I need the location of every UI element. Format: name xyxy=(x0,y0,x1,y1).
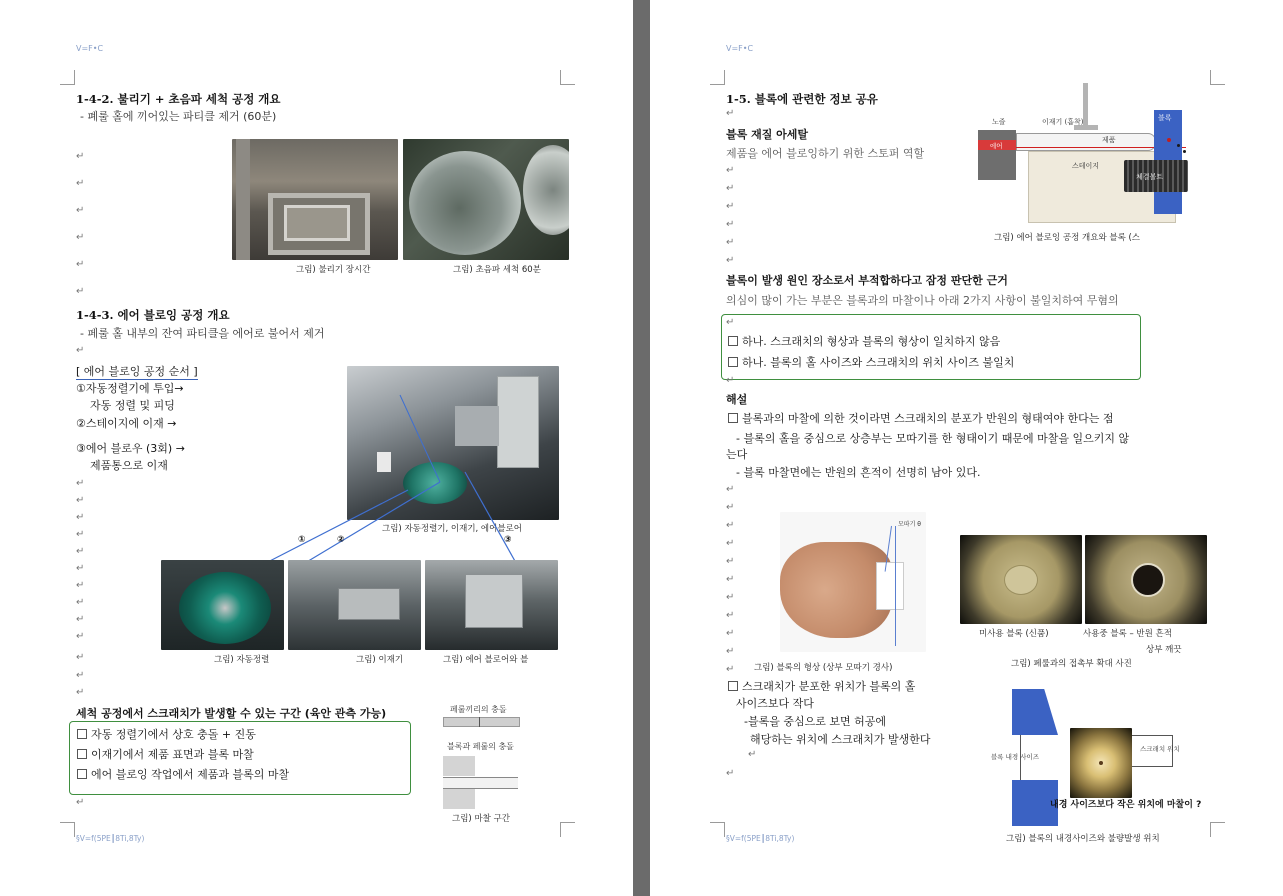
paragraph-mark: ↵ xyxy=(76,529,85,540)
checkbox-square xyxy=(77,749,87,759)
paragraph-mark: ↵ xyxy=(76,345,85,356)
crop-mark xyxy=(710,822,725,837)
photo-transfer-unit xyxy=(288,560,421,650)
hole-shape xyxy=(1131,563,1165,597)
label-stage: 스테이지 xyxy=(1072,162,1100,170)
step-3-sub: 제품통으로 이재 xyxy=(90,459,168,472)
paragraph-mark: ↵ xyxy=(726,556,735,567)
caption-feeder: 그림) 자동정렬 xyxy=(214,655,270,665)
crop-mark xyxy=(1210,822,1225,837)
paragraph-mark: ↵ xyxy=(726,375,735,386)
caption-machine: 그림) 자동정렬기, 이재기, 에어블로어 xyxy=(382,524,522,534)
chamfer-line xyxy=(895,526,896,646)
caption-airblow: 그림) 에어 블로잉 공정 개요와 블록 (스 xyxy=(994,233,1141,243)
paragraph-mark: ↵ xyxy=(76,670,85,681)
label-air: 에어 xyxy=(990,142,1003,150)
block-shape xyxy=(876,562,904,610)
section-desc-143: - 페룰 홀 내부의 잔여 파티클을 에어로 불어서 제거 xyxy=(80,327,325,340)
paragraph-mark: ↵ xyxy=(76,563,85,574)
marker-1: ① xyxy=(298,535,306,545)
caption-soak: 그림) 불리기 장시간 xyxy=(296,265,371,275)
paragraph-mark: ↵ xyxy=(726,768,735,779)
cause-desc: 의심이 많이 가는 부분은 블록과의 마찰이나 아래 2가지 사항이 불일치하여 무혐의 xyxy=(726,294,1119,307)
block-upper-shape xyxy=(443,756,475,776)
photo-air-blower xyxy=(425,560,558,650)
label-product: 제품 xyxy=(1102,136,1116,144)
photo-auto-feeder xyxy=(161,560,284,650)
paragraph-mark: ↵ xyxy=(76,797,85,808)
paragraph-mark: ↵ xyxy=(726,219,735,230)
paragraph-mark: ↵ xyxy=(726,520,735,531)
scratch-item-1: 자동 정렬기에서 상호 충돌 + 진동 xyxy=(91,728,256,741)
paragraph-mark: ↵ xyxy=(76,232,85,243)
paragraph-mark: ↵ xyxy=(76,546,85,557)
paragraph-mark: ↵ xyxy=(76,652,85,663)
paragraph-mark: ↵ xyxy=(726,574,735,585)
section-title-143: 1-4-3. 에어 블로잉 공정 개요 xyxy=(76,308,230,322)
paragraph-mark: ↵ xyxy=(726,484,735,495)
order-title: [ 에어 블로잉 공정 순서 ] xyxy=(76,365,198,378)
section-desc-142: - 폐룰 홀에 끼어있는 파티클 제거 (60분) xyxy=(80,110,277,123)
paragraph-mark: ↵ xyxy=(76,512,85,523)
paragraph-mark: ↵ xyxy=(726,255,735,266)
explain-3: - 블록 마찰면에는 반원의 흔적이 선명히 남아 있다. xyxy=(736,466,981,479)
caption-contact: 그림) 페룰과의 접촉부 확대 사진 xyxy=(1011,659,1132,669)
footer: §V=f(5PE┃8Ti,8Ty) xyxy=(726,834,795,843)
caption-inner: 그림) 블록의 내경사이즈와 불량발생 위치 xyxy=(1006,834,1160,844)
header-mark: V=F•C xyxy=(76,44,104,53)
block-lower-shape xyxy=(443,789,475,809)
label-scratch-pos: 스크래치 위치 xyxy=(1140,745,1180,753)
paragraph-mark: ↵ xyxy=(726,592,735,603)
footer: §V=f(5PE┃8Ti,8Ty) xyxy=(76,834,145,843)
photo-block-in-hand xyxy=(780,512,926,652)
page-gutter xyxy=(633,0,650,896)
step-2: ②스테이지에 이재 → xyxy=(76,417,177,430)
cause-title: 블록이 발생 원인 장소로서 부적합하다고 잠정 판단한 근거 xyxy=(726,274,1008,287)
paragraph-mark: ↵ xyxy=(726,237,735,248)
checkbox-square xyxy=(728,681,738,691)
paragraph-mark: ↵ xyxy=(76,597,85,608)
label-inner-size: 블록 내경 사이즈 xyxy=(991,753,1040,761)
nozzle-shape xyxy=(978,130,1016,180)
scratch-pos-1: 스크래치가 분포한 위치가 블록의 홀 xyxy=(742,680,916,693)
photo-scratch-closeup xyxy=(1070,728,1132,798)
caption-blower: 그림) 에어 블로어와 블 xyxy=(443,655,529,665)
header-mark: V=F•C xyxy=(726,44,754,53)
scratch-section-title: 세척 공정에서 스크래치가 발생할 수 있는 구간 (육안 관측 가능) xyxy=(76,707,387,720)
scratch-pos-4: 해당하는 위치에 스크래치가 발생한다 xyxy=(750,733,931,746)
caption-used-1: 사용중 블록 – 반원 흔적 xyxy=(1083,629,1172,639)
explain-2a: - 블록의 홀을 중심으로 상층부는 모따기를 한 형태이기 때문에 마찰을 일으키지 않 xyxy=(736,432,1130,445)
paragraph-mark: ↵ xyxy=(76,178,85,189)
photo-used-block xyxy=(1085,535,1207,624)
scratch-pos-2: 사이즈보다 작다 xyxy=(736,697,814,710)
checkbox-square xyxy=(728,336,738,346)
crop-mark xyxy=(710,70,725,85)
label-transfer: 이재기 (흡착) xyxy=(1042,118,1084,126)
block-material-title: 블록 재질 아세탈 xyxy=(726,128,809,141)
step-1: ①자동정렬기에 투입→ xyxy=(76,382,184,395)
hole-shape xyxy=(1004,565,1038,595)
paragraph-mark: ↵ xyxy=(726,502,735,513)
explain-2b: 는다 xyxy=(726,448,748,461)
cause-item-1: 하나. 스크래치의 형상과 블록의 형상이 일치하지 않음 xyxy=(742,335,1001,348)
chamfer-label: 모따기 θ xyxy=(898,521,921,528)
paragraph-mark: ↵ xyxy=(76,151,85,162)
checkbox-square xyxy=(728,413,738,423)
caption-block-shape: 그림) 블록의 형상 (상부 모따기 경사) xyxy=(754,663,893,673)
caption-ultrasonic: 그림) 초음파 세척 60분 xyxy=(453,265,541,275)
block-upper-shape xyxy=(1012,689,1058,735)
label-block: 블록 xyxy=(1158,114,1172,122)
cause-item-2: 하나. 블록의 홀 사이즈와 스크래치의 위치 사이즈 불일치 xyxy=(742,356,1015,369)
step-1-sub: 자동 정렬 및 피딩 xyxy=(90,399,175,412)
caption-used-2: 상부 깨끗 xyxy=(1146,645,1182,655)
marker-2: ② xyxy=(337,535,345,545)
question-label: 내경 사이즈보다 작은 위치에 마찰이 ? xyxy=(1050,800,1202,810)
explain-title: 해설 xyxy=(726,393,748,406)
paragraph-mark: ↵ xyxy=(726,201,735,212)
paragraph-mark: ↵ xyxy=(726,183,735,194)
particle-dot xyxy=(1177,144,1180,147)
caption-unused: 미사용 블록 (신품) xyxy=(979,629,1049,639)
paragraph-mark: ↵ xyxy=(748,749,757,760)
paragraph-mark: ↵ xyxy=(726,664,735,675)
paragraph-mark: ↵ xyxy=(76,495,85,506)
crop-mark xyxy=(1210,70,1225,85)
checkbox-square xyxy=(77,729,87,739)
step-3: ③에어 블로우 (3회) → xyxy=(76,442,185,455)
scratch-item-2: 이재기에서 제품 표면과 블록 마찰 xyxy=(91,748,254,761)
scratch-dot xyxy=(1099,761,1103,765)
left-page xyxy=(0,0,633,896)
paragraph-mark: ↵ xyxy=(726,628,735,639)
paragraph-mark: ↵ xyxy=(76,687,85,698)
paragraph-mark: ↵ xyxy=(76,478,85,489)
scratch-pos-3: -블록을 중심으로 보면 허공에 xyxy=(744,715,886,728)
diag-label-ferrule-collision: 페룰끼리의 충돌 xyxy=(450,705,507,714)
feeder-bowl-shape xyxy=(179,572,271,644)
product-shape xyxy=(1016,133,1156,151)
paragraph-mark: ↵ xyxy=(726,165,735,176)
paragraph-mark: ↵ xyxy=(76,286,85,297)
paragraph-mark: ↵ xyxy=(76,631,85,642)
diag-label-block-collision: 블록과 페룰의 충돌 xyxy=(447,742,514,751)
paragraph-mark: ↵ xyxy=(76,614,85,625)
section-title-142: 1-4-2. 불리기 + 초음파 세척 공정 개요 xyxy=(76,92,281,106)
ferrule-divider xyxy=(479,717,480,727)
paragraph-mark: ↵ xyxy=(76,580,85,591)
paragraph-mark: ↵ xyxy=(726,646,735,657)
label-nozzle: 노즐 xyxy=(992,118,1006,126)
ferrule-bar-shape xyxy=(443,717,520,727)
caption-transfer: 그림) 이재기 xyxy=(356,655,404,665)
paragraph-mark: ↵ xyxy=(76,259,85,270)
checkbox-square xyxy=(77,769,87,779)
paragraph-mark: ↵ xyxy=(76,205,85,216)
section-title-15: 1-5. 블록에 관련한 정보 공유 xyxy=(726,92,878,106)
right-page xyxy=(650,0,1283,896)
photo-unused-block xyxy=(960,535,1082,624)
marker-3: ③ xyxy=(504,535,512,545)
particle-dot xyxy=(1167,138,1171,142)
paragraph-mark: ↵ xyxy=(726,538,735,549)
checkbox-square xyxy=(728,357,738,367)
paragraph-mark: ↵ xyxy=(726,317,735,328)
particle-dot xyxy=(1183,150,1186,153)
paragraph-mark: ↵ xyxy=(726,610,735,621)
caption-friction: 그림) 마찰 구간 xyxy=(452,814,510,824)
scratch-item-3: 에어 블로잉 작업에서 제품과 블록의 마찰 xyxy=(91,768,290,781)
transfer-rail-shape xyxy=(338,588,400,620)
block-material-desc: 제품을 에어 블로잉하기 위한 스토퍼 역할 xyxy=(726,147,925,160)
blower-head-shape xyxy=(465,574,523,628)
explain-1: 블록과의 마찰에 의한 것이라면 스크래치의 분포가 반원의 형태여야 한다는 점 xyxy=(742,412,1114,425)
ferrule-in-block-shape xyxy=(443,777,518,789)
label-bolt: 체결볼트 xyxy=(1136,173,1164,181)
paragraph-mark: ↵ xyxy=(726,108,735,119)
